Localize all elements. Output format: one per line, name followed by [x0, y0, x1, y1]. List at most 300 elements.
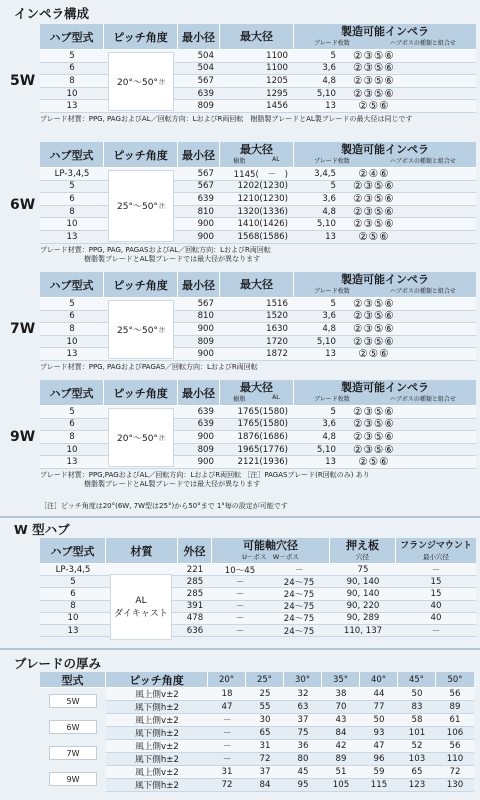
cell-hub: 8	[69, 75, 75, 86]
header-impeller	[294, 24, 476, 49]
cell-thickness: 52	[411, 741, 423, 751]
cell-thickness: 37	[297, 715, 309, 725]
pitch-angle-cell	[108, 300, 174, 359]
cell-blade-count: 4,8	[322, 75, 336, 86]
pitch-note-mark: 注	[158, 79, 165, 86]
pitch-angle-cell	[108, 170, 174, 242]
cell-hub: 13	[66, 101, 78, 112]
cell-flange: 40	[430, 601, 442, 612]
table-row	[40, 576, 476, 588]
cell-od: 391	[186, 601, 204, 612]
impeller-rows	[40, 50, 476, 113]
cell-hub: 6	[69, 63, 75, 74]
header-max-diameter	[220, 380, 294, 405]
cell-thickness: 106	[446, 728, 464, 738]
whub-header-bore-label: 可能軸穴径	[243, 539, 298, 552]
cell-max: 1100	[266, 50, 288, 61]
cell-blade-count: 3,6	[322, 63, 336, 74]
cell-min: 900	[197, 457, 214, 468]
cell-thickness: 51	[335, 767, 347, 777]
table-row	[106, 688, 474, 701]
cell-max: 1205	[266, 75, 288, 86]
cell-blade-count: 5,10	[316, 219, 336, 230]
cell-thickness: 101	[408, 728, 426, 738]
cell-thickness: 123	[408, 780, 426, 790]
cell-hubboss-combo: ②③⑤⑥	[353, 405, 395, 418]
cell-min: 504	[197, 50, 214, 61]
cell-thickness: 44	[373, 689, 385, 699]
cell-hub: 5	[69, 50, 75, 61]
cell-hub: 8	[69, 206, 75, 217]
header-impeller-label: 製造可能インペラ	[341, 273, 429, 286]
impeller-table-w5	[40, 24, 476, 113]
cell-hubboss-combo: ②③⑤⑥	[353, 218, 395, 231]
cell-thickness: 56	[449, 689, 461, 699]
table-row	[40, 193, 476, 206]
blade-group	[40, 714, 476, 740]
cell-plate: 90, 289	[346, 613, 380, 624]
cell-min: 900	[197, 349, 214, 360]
header-max-sub-resin: 樹脂	[233, 158, 246, 165]
cell-min: 809	[197, 336, 214, 347]
cell-hub: 8	[70, 601, 76, 612]
table-row	[40, 444, 476, 457]
cell-side-label: 風下側h±2	[135, 755, 179, 765]
cell-blade-count: 4,8	[322, 206, 336, 217]
header-max-sub-al: AL	[272, 156, 280, 163]
cell-flange: 15	[430, 588, 442, 599]
cell-blade-count: 13	[325, 231, 336, 242]
blade-header-angle: 50°	[436, 672, 474, 687]
table-row	[40, 168, 476, 181]
cell-thickness: 115	[370, 780, 388, 790]
cell-thickness: 96	[373, 754, 385, 764]
cell-max: 1765(1580)	[237, 406, 288, 417]
cell-hubboss-combo: ②③⑤⑥	[353, 74, 395, 87]
cell-thickness: －	[222, 729, 232, 739]
header-impeller-sub-blades: ブレード枚数	[314, 40, 350, 47]
cell-hubboss-combo: ②③⑤⑥	[353, 180, 395, 193]
cell-max: 1520	[266, 311, 288, 322]
cell-min: 900	[197, 219, 214, 230]
cell-hub: 10	[66, 336, 78, 347]
cell-thickness: 63	[297, 702, 309, 712]
header-max-diameter	[220, 272, 294, 297]
cell-min: 639	[197, 88, 214, 99]
blade-table	[40, 672, 476, 792]
cell-hubboss-combo: ②③⑤⑥	[353, 87, 395, 100]
cell-blade-count: 5,10	[316, 336, 336, 347]
whub-header-flange	[396, 538, 476, 563]
header-impeller-sub-blades: ブレード枚数	[314, 288, 350, 295]
cell-od: 478	[186, 613, 204, 624]
cell-blade-count: 13	[325, 457, 336, 468]
cell-plate: 90, 140	[346, 576, 380, 587]
cell-thickness: 105	[332, 780, 350, 790]
cell-thickness: 70	[335, 702, 347, 712]
table-row	[40, 323, 476, 336]
cell-blade-count: 5	[330, 181, 336, 192]
cell-hub: 5	[69, 181, 75, 192]
header-impeller-sub-hubboss: ハブボスの種類と組合せ	[389, 396, 456, 403]
table-row	[106, 753, 474, 766]
cell-hub: 10	[66, 88, 78, 99]
cell-thickness: 31	[259, 741, 271, 751]
cell-side-label: 風上側v±2	[135, 742, 179, 752]
cell-hubboss-combo: ②③⑤⑥	[353, 297, 395, 310]
cell-side-label: 風下側h±2	[135, 703, 179, 713]
pitch-note-mark: 注	[158, 327, 165, 334]
cell-w: 24～75	[283, 626, 315, 637]
cell-min: 809	[197, 101, 214, 112]
whub-material: AL	[135, 595, 147, 606]
cell-u: －	[235, 602, 245, 613]
cell-hubboss-combo: ②③⑤⑥	[353, 430, 395, 443]
blade-type-label: 6W	[49, 720, 97, 734]
material-note-w6: ブレード材質：PPG, PAG, PAGASおよびAL／回転方向：LおよびR両回転	[40, 245, 271, 254]
table-row	[40, 298, 476, 311]
blade-group	[40, 740, 476, 766]
header-impeller-sub-hubboss: ハブボスの種類と組合せ	[389, 288, 456, 295]
blade-section-title: ブレードの厚み	[14, 656, 102, 671]
cell-blade-count: 3,6	[322, 193, 336, 204]
table-row	[40, 348, 476, 361]
table-row	[40, 431, 476, 444]
cell-thickness: 31	[221, 767, 233, 777]
material-note-2-w6: 樹脂製ブレードとAL製ブレードでは最大径が異なります	[84, 254, 261, 263]
header-max-label: 最大径	[240, 143, 273, 156]
blade-type-label: 7W	[49, 746, 97, 760]
cell-thickness: －	[222, 742, 232, 752]
impeller-section-title: インペラ構成	[14, 6, 90, 21]
cell-w: 24～75	[283, 577, 315, 588]
whub-header-plate-label: 押え板	[346, 539, 379, 552]
cell-thickness: 30	[259, 715, 271, 725]
blade-type-label: 9W	[49, 772, 97, 786]
impeller-table-w7	[40, 272, 476, 361]
cell-hubboss-combo: ②③⑤⑥	[353, 322, 395, 335]
cell-flange: －	[431, 626, 441, 637]
blade-header-angle: 25°	[246, 672, 284, 687]
blade-group	[40, 766, 476, 792]
cell-min: 900	[197, 431, 214, 442]
header-hub-type: ハブ型式	[40, 24, 104, 49]
cell-hub: 5	[70, 576, 76, 587]
table-row	[40, 88, 476, 101]
pitch-angle-range: 25°～50°	[117, 326, 158, 336]
cell-u: －	[235, 626, 245, 637]
cell-max: 2121(1936)	[237, 457, 288, 468]
cell-thickness: 59	[373, 767, 385, 777]
cell-max: 1320(1336)	[237, 206, 288, 217]
pitch-angle-range: 20°～50°	[117, 78, 158, 88]
cell-thickness: 93	[373, 728, 385, 738]
table-row	[40, 406, 476, 419]
cell-thickness: 50	[373, 715, 385, 725]
cell-w: 24～75	[283, 589, 315, 600]
cell-thickness: 77	[373, 702, 385, 712]
cell-thickness: 32	[297, 689, 309, 699]
cell-thickness: 95	[297, 780, 309, 790]
cell-hub: LP-3,4,5	[54, 168, 90, 179]
cell-w: －	[294, 565, 304, 576]
cell-min: 639	[197, 419, 214, 430]
cell-od: 221	[186, 564, 204, 575]
cell-min: 639	[197, 193, 214, 204]
whub-material-cell	[110, 574, 172, 640]
cell-hubboss-combo: ②⑤⑥	[358, 100, 390, 113]
table-row	[40, 63, 476, 76]
cell-max: 1295	[266, 88, 288, 99]
cell-plate: 110, 137	[343, 625, 383, 636]
cell-hubboss-combo: ②⑤⑥	[358, 230, 390, 243]
table-row	[40, 218, 476, 231]
cell-hub: 5	[69, 298, 75, 309]
cell-blade-count: 3,6	[322, 311, 336, 322]
cell-blade-count: 5	[330, 406, 336, 417]
blade-header-type: 型式	[40, 672, 106, 687]
impeller-table-w9	[40, 380, 476, 469]
cell-hub: 8	[69, 431, 75, 442]
whub-header-material: 材質	[106, 538, 178, 563]
impeller-footnote: ［注］ピッチ角度は20°(6W, 7W型は25°)から50°まで 1°毎の設定が可能です	[40, 502, 288, 510]
cell-hub: 13	[66, 457, 78, 468]
material-note-w7: ブレード材質：PPG, PAGおよびPAGAS／回転方向：LおよびR両回転	[40, 363, 258, 371]
header-hub-type: ハブ型式	[40, 142, 104, 167]
cell-flange: 40	[430, 613, 442, 624]
cell-max: 1100	[266, 63, 288, 74]
impeller-rows	[40, 406, 476, 469]
table-row	[40, 456, 476, 469]
table-row	[40, 336, 476, 349]
pitch-angle-range: 25°～50°	[117, 202, 158, 213]
cell-u: －	[235, 589, 245, 600]
cell-thickness: 25	[259, 689, 271, 699]
cell-hubboss-combo: ②③⑤⑥	[353, 192, 395, 205]
cell-min: 504	[197, 63, 214, 74]
header-max-label: 最大径	[240, 277, 273, 291]
cell-thickness: 38	[335, 689, 347, 699]
cell-u: －	[235, 614, 245, 625]
cell-hubboss-combo: ②④⑥	[358, 167, 390, 180]
cell-max: 1145( － )	[233, 169, 288, 180]
table-row	[40, 588, 476, 600]
table-row	[40, 231, 476, 244]
cell-min: 567	[197, 181, 214, 192]
cell-blade-count: 5	[330, 298, 336, 309]
header-impeller-label: 製造可能インペラ	[341, 25, 429, 38]
table-row	[40, 419, 476, 432]
cell-hubboss-combo: ②③⑤⑥	[353, 335, 395, 348]
cell-min: 567	[197, 168, 214, 179]
cell-thickness: 65	[259, 728, 271, 738]
cell-max: 1516	[266, 298, 288, 309]
header-max-label: 最大径	[240, 381, 273, 394]
header-hub-type: ハブ型式	[40, 380, 104, 405]
cell-thickness: 47	[221, 702, 233, 712]
cell-od: 285	[186, 576, 204, 587]
cell-hub: 8	[69, 323, 75, 334]
cell-thickness: 55	[259, 702, 271, 712]
series-label-w6: 6W	[10, 196, 36, 213]
cell-hubboss-combo: ②③⑤⑥	[353, 62, 395, 75]
header-min-diameter: 最小径	[178, 24, 220, 49]
table-row	[106, 766, 474, 779]
cell-blade-count: 4,8	[322, 323, 336, 334]
cell-side-label: 風下側h±2	[135, 729, 179, 739]
blade-header-angle: 20°	[208, 672, 246, 687]
cell-od: 285	[186, 588, 204, 599]
header-impeller-label: 製造可能インペラ	[341, 381, 429, 394]
cell-thickness: 50	[411, 689, 423, 699]
cell-min: 810	[197, 311, 214, 322]
section-divider-2	[0, 648, 480, 650]
table-row	[40, 100, 476, 113]
pitch-note-mark: 注	[158, 203, 165, 211]
cell-w: 24～75	[283, 602, 315, 613]
cell-hubboss-combo: ②③⑤⑥	[353, 49, 395, 62]
blade-header-angle: 40°	[360, 672, 398, 687]
cell-blade-count: 5,10	[316, 444, 336, 455]
cell-flange: 15	[430, 576, 442, 587]
cell-side-label: 風下側h±2	[135, 781, 179, 791]
header-impeller-sub-hubboss: ハブボスの種類と組合せ	[389, 40, 456, 47]
cell-min: 567	[197, 75, 214, 86]
cell-thickness: 36	[297, 741, 309, 751]
cell-blade-count: 3,4,5	[314, 168, 336, 179]
table-row	[40, 206, 476, 219]
table-row	[40, 564, 476, 576]
whub-header-bore-sub: U－ボス W－ボス	[242, 553, 299, 561]
cell-max: 1456	[266, 101, 288, 112]
cell-plate: 75	[357, 564, 369, 575]
cell-hubboss-combo: ②⑤⑥	[358, 348, 390, 361]
cell-blade-count: 13	[325, 349, 336, 360]
cell-thickness: 89	[449, 702, 461, 712]
cell-side-label: 風上側v±2	[135, 716, 179, 726]
pitch-angle-cell	[108, 52, 174, 111]
cell-hub: LP-3,4,5	[55, 564, 91, 575]
cell-side-label: 風上側v±2	[135, 768, 179, 778]
cell-max: 1765(1580)	[237, 419, 288, 430]
table-row	[106, 779, 474, 792]
material-note-w5: ブレード材質：PPG, PAGおよびAL／回転方向：LおよびR両回転 樹脂製ブレードとAL製ブレードの最大径は同じです	[40, 115, 413, 123]
cell-hubboss-combo: ②③⑤⑥	[353, 310, 395, 323]
cell-thickness: 42	[335, 741, 347, 751]
header-impeller	[294, 142, 476, 167]
header-max-sub-resin: 樹脂	[233, 396, 246, 403]
cell-min: 639	[197, 406, 214, 417]
header-pitch-angle: ピッチ角度	[104, 142, 178, 167]
cell-min: 900	[197, 231, 214, 242]
series-label-w7: 7W	[10, 320, 36, 337]
cell-min: 900	[197, 323, 214, 334]
table-row	[40, 181, 476, 194]
impeller-rows	[40, 168, 476, 244]
cell-blade-count: 13	[325, 101, 336, 112]
cell-thickness: 61	[449, 715, 461, 725]
cell-thickness: 56	[449, 741, 461, 751]
cell-thickness: 43	[335, 715, 347, 725]
header-hub-type: ハブ型式	[40, 272, 104, 297]
series-label-w5: 5W	[10, 72, 36, 89]
header-min-diameter: 最小径	[178, 380, 220, 405]
blade-header-angle: 30°	[284, 672, 322, 687]
table-row	[40, 613, 476, 625]
impeller-rows	[40, 298, 476, 361]
pitch-angle-range: 20°～50°	[117, 434, 158, 444]
whub-header-plate-sub: 穴径	[356, 553, 369, 561]
header-impeller	[294, 380, 476, 405]
whub-header-plate	[330, 538, 396, 563]
cell-thickness: 72	[221, 780, 233, 790]
whub-header-bore	[212, 538, 330, 563]
cell-thickness: 89	[335, 754, 347, 764]
header-max-diameter	[220, 142, 294, 167]
header-impeller-sub-hubboss: ハブボスの種類と組合せ	[389, 158, 456, 165]
header-impeller-label: 製造可能インペラ	[341, 143, 429, 156]
table-row	[40, 311, 476, 324]
header-min-diameter: 最小径	[178, 142, 220, 167]
cell-max: 1965(1776)	[237, 444, 288, 455]
cell-plate: 90, 220	[346, 601, 380, 612]
cell-hub: 10	[67, 613, 79, 624]
cell-u: 10～45	[224, 565, 256, 576]
cell-plate: 90, 140	[346, 588, 380, 599]
blade-type-label: 5W	[49, 694, 97, 708]
header-impeller-sub-blades: ブレード枚数	[314, 158, 350, 165]
cell-hubboss-combo: ②③⑤⑥	[353, 443, 395, 456]
cell-hub: 13	[67, 625, 79, 636]
cell-thickness: 130	[446, 780, 464, 790]
cell-hub: 13	[66, 349, 78, 360]
cell-hub: 6	[69, 419, 75, 430]
cell-blade-count: 5	[330, 50, 336, 61]
header-impeller-sub-blades: ブレード枚数	[314, 396, 350, 403]
cell-thickness: 75	[297, 728, 309, 738]
cell-hubboss-combo: ②③⑤⑥	[353, 205, 395, 218]
cell-thickness: 84	[335, 728, 347, 738]
material-note-2-w9: 樹脂製ブレードとAL製ブレードでは最大径が異なります	[84, 480, 261, 488]
table-row	[40, 50, 476, 63]
cell-thickness: 58	[411, 715, 423, 725]
cell-thickness: 47	[373, 741, 385, 751]
cell-thickness: 18	[221, 689, 233, 699]
header-max-label: 最大径	[240, 29, 273, 43]
cell-blade-count: 4,8	[322, 431, 336, 442]
header-pitch-angle: ピッチ角度	[104, 380, 178, 405]
whub-table	[40, 538, 476, 637]
table-row	[106, 740, 474, 753]
table-row	[40, 625, 476, 637]
whub-header-flange-label: フランジマウント	[400, 541, 472, 551]
table-row	[106, 701, 474, 714]
cell-flange: －	[431, 565, 441, 576]
cell-max: 1876(1686)	[237, 431, 288, 442]
cell-hub: 6	[69, 193, 75, 204]
header-impeller	[294, 272, 476, 297]
header-max-diameter	[220, 24, 294, 49]
cell-thickness: 110	[446, 754, 464, 764]
cell-max: 1720	[266, 336, 288, 347]
table-row	[40, 601, 476, 613]
table-row	[106, 727, 474, 740]
cell-thickness: 37	[259, 767, 271, 777]
cell-thickness: 80	[297, 754, 309, 764]
cell-thickness: 72	[449, 767, 461, 777]
cell-thickness: －	[222, 755, 232, 765]
pitch-note-mark: 注	[158, 435, 165, 442]
